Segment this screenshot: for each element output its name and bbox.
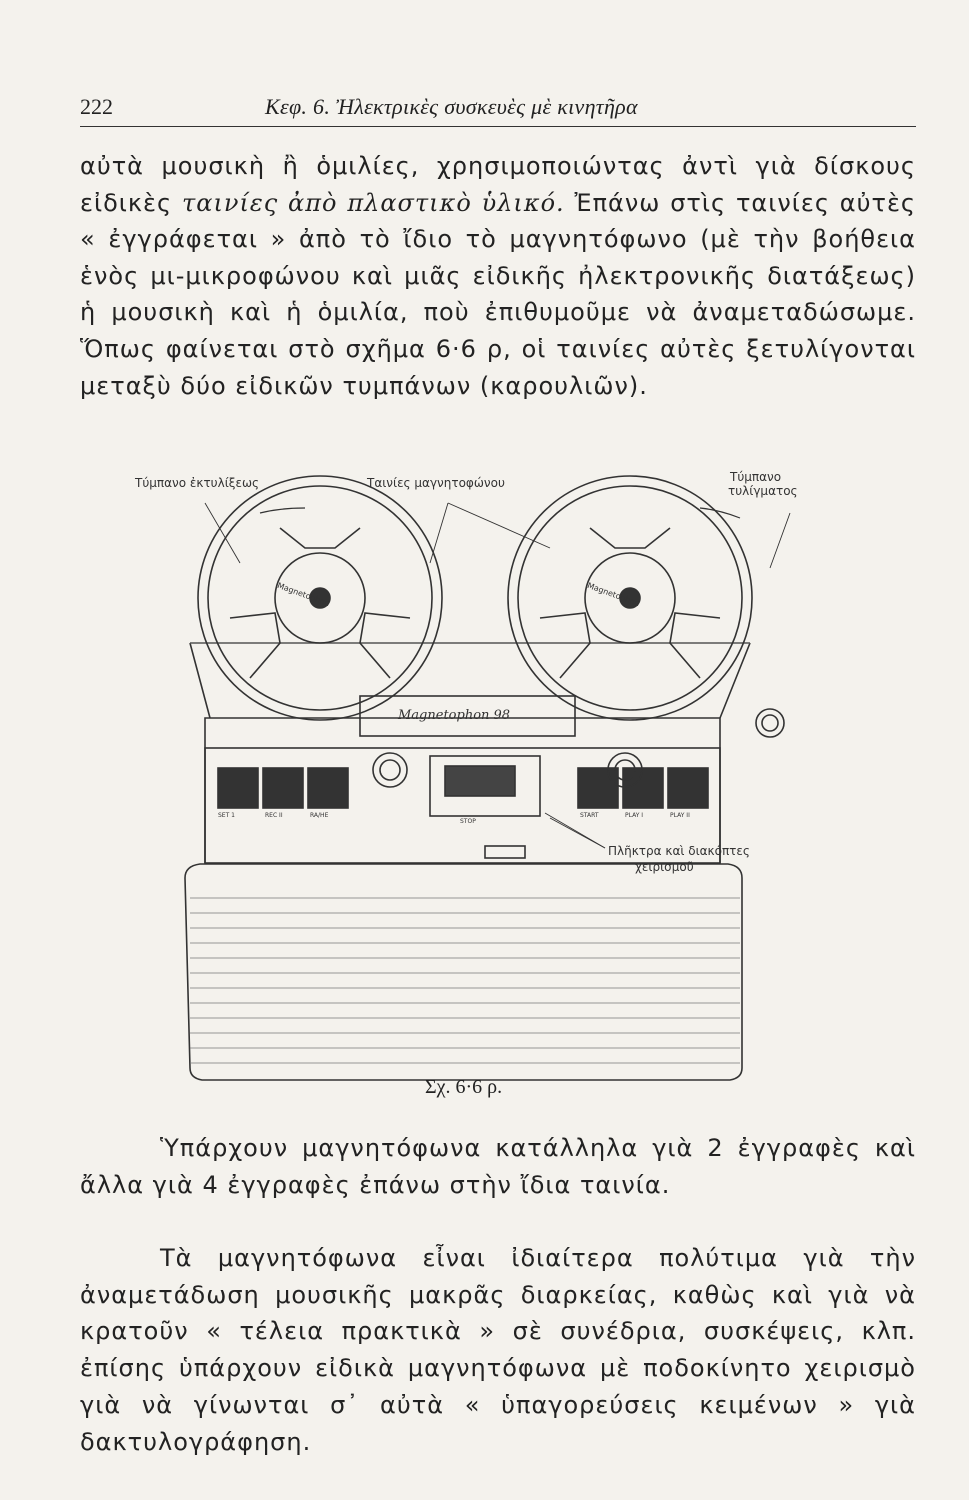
- key-label-set: SET 1: [218, 812, 235, 819]
- paragraph-uses-text: Τὰ μαγνητόφωνα εἶναι ἰδιαίτερα πολύτιμα γιὰ τὴν ἀναμετάδωση μουσικῆς μακρᾶς διαρκείας, καθὼς καὶ γιὰ νὰ κρατοῦν « τέλεια πρακτικὰ » σὲ συνέδρια, συσκέψεις, κλπ. ἐπίσης ὑπάρχουν εἰδικὰ μαγνητόφωνα μὲ ποδοκίνητο χειρισμὸ γιὰ νὰ γίνωνται σ᾿ αὐτὰ « ὑπαγορεύσεις κειμένων » γιὰ δακτυλογράφηση.: [80, 1244, 916, 1456]
- right-reel-brand: Magnetophon: [586, 580, 641, 609]
- key-label-play1: PLAY I: [625, 812, 644, 819]
- paragraph-intro-text-b: Ἐπάνω στὶς ταινίες αὐτὲς « ἐγγράφεται » ἀπὸ τὸ ἴδιο τὸ μαγνητόφωνο (μὲ τὴν βοήθεια ἑνὸς μι-μικροφώνου καὶ μιᾶς εἰδικῆς ἠλεκτρονικῆς διατάξεως) ἡ μουσικὴ καὶ ἡ ὁμιλία, ποὺ ἐπιθυμοῦμε νὰ ἀναμεταδώσωμε. Ὅπως φαίνεται στὸ σχῆμα 6·6 ρ, οἱ ταινίες αὐτὲς ξετυλίγονται μεταξὺ δύο εἰδικῶν τυμπάνων (καρουλιῶν).: [80, 188, 916, 400]
- key-label-rahe: RA/HE: [310, 812, 329, 819]
- figure-caption: Σχ. 6·6 ρ.: [425, 1076, 503, 1098]
- page-header: [80, 88, 916, 128]
- tape-recorder-figure: [130, 468, 870, 1088]
- key-label-play2: PLAY II: [670, 812, 690, 819]
- label-control-keys-2: χειρισμοῦ: [635, 860, 694, 874]
- page-number: 222: [80, 94, 113, 119]
- paragraph-intro-italic: ταινίες ἀπὸ πλαστικὸ ὑλικό.: [181, 188, 565, 217]
- paragraph-intro: [80, 148, 916, 404]
- label-control-keys-1: Πλῆκτρα καὶ διακόπτες: [608, 844, 750, 858]
- brand-plate: Magnetophon 98: [398, 708, 511, 723]
- left-reel-brand: Magnetophon: [276, 580, 331, 609]
- label-takeup-reel-2: τυλίγματος: [728, 484, 798, 498]
- paragraph-intro-text-a: αὐτὰ μουσικὴ ἢ ὁμιλίες, χρησιμοποιώντας ἀντὶ γιὰ δίσκους εἰδικὲς: [80, 152, 916, 217]
- key-label-stop: STOP: [460, 818, 476, 825]
- header-rule: [80, 126, 916, 127]
- key-label-start: START: [580, 812, 599, 819]
- label-takeup-reel-1: Τύμπανο: [730, 470, 782, 484]
- tape-recorder-illustration: [130, 468, 870, 1088]
- paragraph-recordings: [80, 1130, 916, 1203]
- label-tapes: Ταινίες μαγνητοφώνου: [367, 476, 505, 490]
- label-unwind-reel: Τύμπανο ἐκτυλίξεως: [135, 476, 260, 490]
- paragraph-uses: [80, 1240, 916, 1460]
- key-label-rec: REC II: [265, 812, 283, 819]
- paragraph-recordings-text: Ὑπάρχουν μαγνητόφωνα κατάλληλα γιὰ 2 ἐγγραφὲς καὶ ἄλλα γιὰ 4 ἐγγραφὲς ἐπάνω στὴν ἴδια ταινία.: [80, 1134, 916, 1199]
- running-title: Κεφ. 6. Ἠλεκτρικὲς συσκευὲς μὲ κινητῆρα: [265, 94, 638, 119]
